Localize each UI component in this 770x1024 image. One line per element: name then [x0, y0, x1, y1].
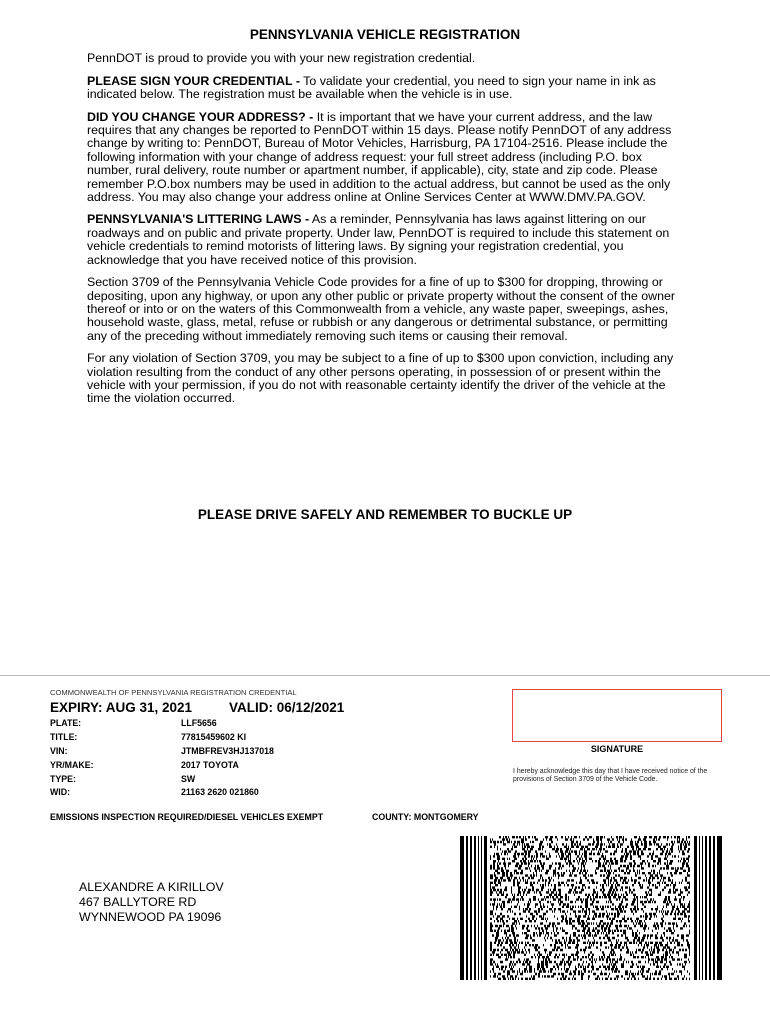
acknowledgement-text: I hereby acknowledge this day that I have received notice of the provisions of Section 3709 of the Vehicle Code.: [513, 768, 708, 784]
field-label: YR/MAKE:: [50, 759, 94, 770]
mailing-address: [79, 880, 224, 925]
signature-label: SIGNATURE: [590, 744, 644, 754]
sign-text: To validate your credential, you need to sign your name in ink as indicated below. The registration must be available when the vehicle is in use.: [87, 73, 656, 102]
county-label: COUNTY: MONTGOMERY: [372, 812, 479, 822]
littering-text: As a reminder, Pennsylvania has laws against littering on our roadways and on public and private property. Under law, PennDOT is required to include this statement on vehicle credentials to remind motorists of littering laws. By signing your registration credential, you acknowledge that you have received notice of this provision.: [87, 212, 670, 267]
signature-box[interactable]: [512, 689, 722, 742]
sign-heading: PLEASE SIGN YOUR CREDENTIAL -: [87, 73, 300, 88]
valid-date: VALID: 06/12/2021: [229, 700, 345, 715]
littering-heading: PENNSYLVANIA'S LITTERING LAWS -: [87, 212, 310, 227]
field-value: 77815459602 KI: [181, 731, 247, 742]
perforation-divider: [0, 675, 770, 676]
emissions-notice: EMISSIONS INSPECTION REQUIRED/DIESEL VEHICLES EXEMPT: [50, 812, 324, 822]
recipient-name: ALEXANDRE A KIRILLOV: [79, 880, 224, 894]
pdf417-barcode: [460, 836, 722, 980]
expiry-date: EXPIRY: AUG 31, 2021: [50, 700, 193, 715]
recipient-city: WYNNEWOOD PA 19096: [79, 910, 222, 924]
field-label: TITLE:: [50, 731, 78, 742]
field-value: 2017 TOYOTA: [181, 759, 239, 770]
address-change-text: It is important that we have your current address, and the law requires that any changes be reported to PennDOT within 15 days. Please notify PennDOT of any address change by writing to: PennDOT, Bureau of Motor Vehicles, Harrisburg, PA 17104-2516. Please include the following information with your change of address request: your full street address (including P.O. box number, rural delivery, route number or apartment number, if applicable), city, state and zip code. Please remember P.O.box numbers may be used in addition to the actual address, but cannot be used as the only address. You may also change your address online at Online Services Center at WWW.DMV.PA.GOV.: [87, 109, 672, 205]
field-label: WID:: [50, 787, 71, 798]
letter-body: [87, 28, 683, 415]
sign-paragraph: [87, 75, 683, 102]
barcode-modules: [460, 836, 722, 980]
recipient-street: 467 BALLYTORE RD: [79, 895, 197, 909]
field-value: JTMBFREV3HJ137018: [181, 745, 274, 756]
littering-paragraph: [87, 213, 683, 267]
closing-message: PLEASE DRIVE SAFELY AND REMEMBER TO BUCKLE UP: [197, 507, 573, 522]
address-change-heading: DID YOU CHANGE YOUR ADDRESS? -: [87, 109, 314, 124]
credential-label: COMMONWEALTH OF PENNSYLVANIA REGISTRATION CREDENTIAL: [50, 688, 297, 697]
field-value: LLF5656: [181, 718, 217, 728]
address-change-paragraph: [87, 111, 683, 205]
page-title: PENNSYLVANIA VEHICLE REGISTRATION: [249, 27, 521, 42]
field-value: SW: [181, 773, 196, 784]
field-value: 21163 2620 021860: [181, 787, 259, 798]
field-label: PLATE:: [50, 718, 82, 728]
violation-paragraph: For any violation of Section 3709, you may be subject to a fine of up to $300 upon conviction, including any violation resulting from the conduct of any other persons operating, in possession of or present within the vehicle with your permission, if you do not with reasonable certainty identify the driver of the vehicle at the time the violation occurred.: [87, 351, 674, 406]
field-label: TYPE:: [50, 773, 76, 784]
field-label: VIN:: [50, 745, 68, 756]
intro-paragraph: PennDOT is proud to provide you with your new registration credential.: [87, 51, 476, 66]
section-3709-paragraph: Section 3709 of the Pennsylvania Vehicle Code provides for a fine of up to $300 for dropping, throwing or depositing, upon any highway, or upon any other public or private property without the consent of the owner thereof or into or on the waters of this Commonwealth from a vehicle, any waste paper, sweepings, ashes, household waste, glass, metal, refuse or rubbish or any dangerous or detrimental substance, or permitting any of the preceding without immediately removing such items or causing their removal.: [87, 275, 676, 343]
